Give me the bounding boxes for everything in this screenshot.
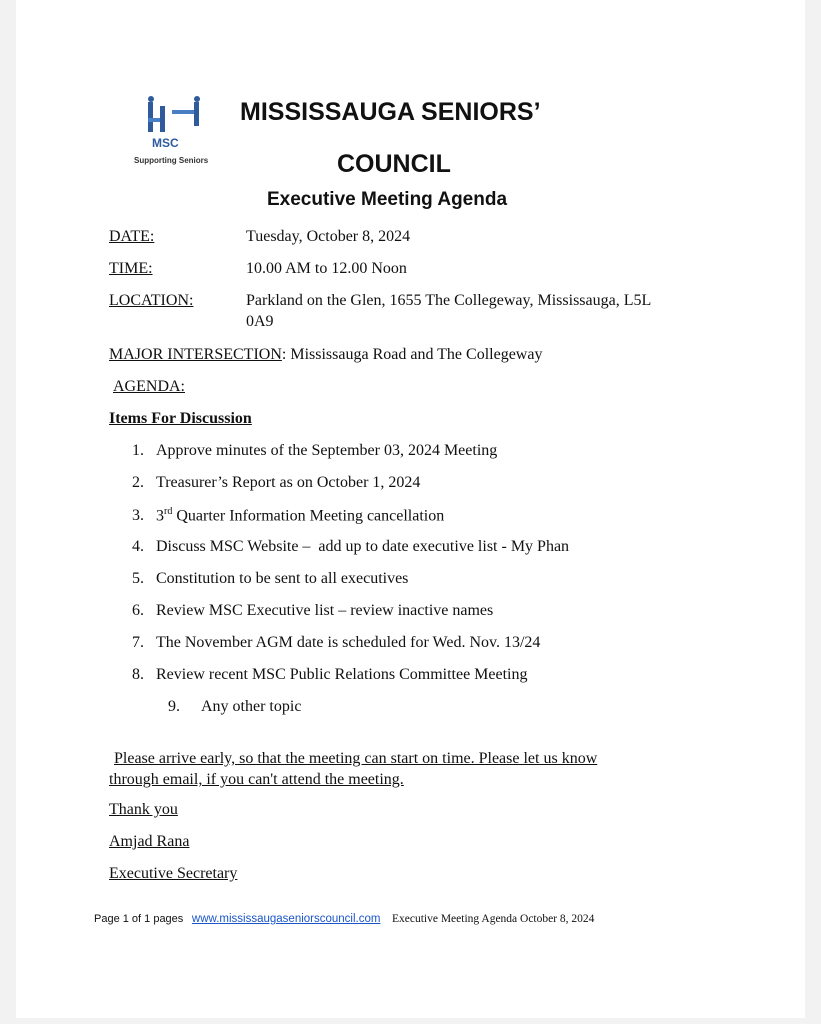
agenda-item-text: Quarter Information Meeting cancellation <box>172 507 445 525</box>
location-label: LOCATION: <box>109 292 194 309</box>
footer-website-link[interactable]: www.mississaugaseniorscouncil.com <box>191 913 381 925</box>
signer-name: Amjad Rana <box>109 833 190 850</box>
agenda-item-text: Approve minutes of the September 03, 2024 Meeting <box>156 442 498 459</box>
agenda-item-number: 9. <box>168 698 180 715</box>
agenda-item-number: 3. <box>132 507 144 525</box>
page-footer <box>94 913 594 925</box>
time-label: TIME: <box>109 260 153 277</box>
logo-abbr: MSC <box>152 136 179 150</box>
msc-logo-icon <box>142 96 206 136</box>
logo-tagline: Supporting Seniors <box>134 156 209 165</box>
date-label: DATE: <box>109 228 155 245</box>
agenda-item-text: Review recent MSC Public Relations Committee Meeting <box>156 666 528 683</box>
agenda-item <box>132 442 497 460</box>
location-value-line-1: Parkland on the Glen, 1655 The Collegeway, Mississauga, L5L <box>246 292 652 309</box>
agenda-item-number: 8. <box>132 666 144 683</box>
signer-title: Executive Secretary <box>109 865 238 882</box>
agenda-item-ordinal-suffix: rd <box>164 506 173 517</box>
footer-doc-title: Executive Meeting Agenda October 8, 2024 <box>391 913 595 925</box>
agenda-item-number: 5. <box>132 570 144 587</box>
notice-line-2: through email, if you can't attend the meeting. <box>109 771 404 788</box>
agenda-item-number: 2. <box>132 474 144 491</box>
agenda-item-text: Treasurer’s Report as on October 1, 2024 <box>156 474 421 491</box>
agenda-item-text: Review MSC Executive list – review inactive names <box>156 602 494 619</box>
agenda-item-text: Discuss MSC Website – add up to date executive list - My Phan <box>156 538 570 555</box>
agenda-item-text: Constitution to be sent to all executives <box>156 570 409 587</box>
notice-line-1: Please arrive early, so that the meeting can start on time. Please let us know <box>114 750 598 767</box>
thanks-text: Thank you <box>109 801 178 818</box>
footer-page-number: Page 1 of 1 pages <box>94 913 184 925</box>
agenda-item-number: 4. <box>132 538 144 555</box>
agenda-item <box>132 538 569 556</box>
document-subtitle: Executive Meeting Agenda <box>267 189 508 210</box>
agenda-item-number: 1. <box>132 442 144 459</box>
agenda-item-text: The November AGM date is scheduled for Wed. Nov. 13/24 <box>156 634 541 651</box>
title-line-2: COUNCIL <box>337 150 451 178</box>
msc-logo <box>128 96 238 176</box>
agenda-item <box>132 666 528 684</box>
agenda-item <box>132 602 493 620</box>
agenda-item-number: 6. <box>132 602 144 619</box>
agenda-item-text: Any other topic <box>201 698 302 715</box>
date-value: Tuesday, October 8, 2024 <box>246 228 411 245</box>
title-line-1: MISSISSAUGA SENIORS’ <box>240 98 541 126</box>
agenda-item <box>168 698 301 716</box>
agenda-item-number: 7. <box>132 634 144 651</box>
agenda-item <box>132 506 444 525</box>
intersection-label: MAJOR INTERSECTION <box>109 346 282 363</box>
time-value: 10.00 AM to 12.00 Noon <box>246 260 407 277</box>
intersection-row <box>109 346 542 364</box>
location-value-line-2: 0A9 <box>246 313 274 330</box>
items-heading: Items For Discussion <box>109 410 252 427</box>
agenda-label: AGENDA: <box>113 378 185 395</box>
agenda-item <box>132 634 540 652</box>
agenda-item <box>132 474 420 492</box>
agenda-item-ordinal: 3 <box>156 507 164 525</box>
intersection-value: : Mississauga Road and The Collegeway <box>281 346 543 363</box>
agenda-item <box>132 570 408 588</box>
